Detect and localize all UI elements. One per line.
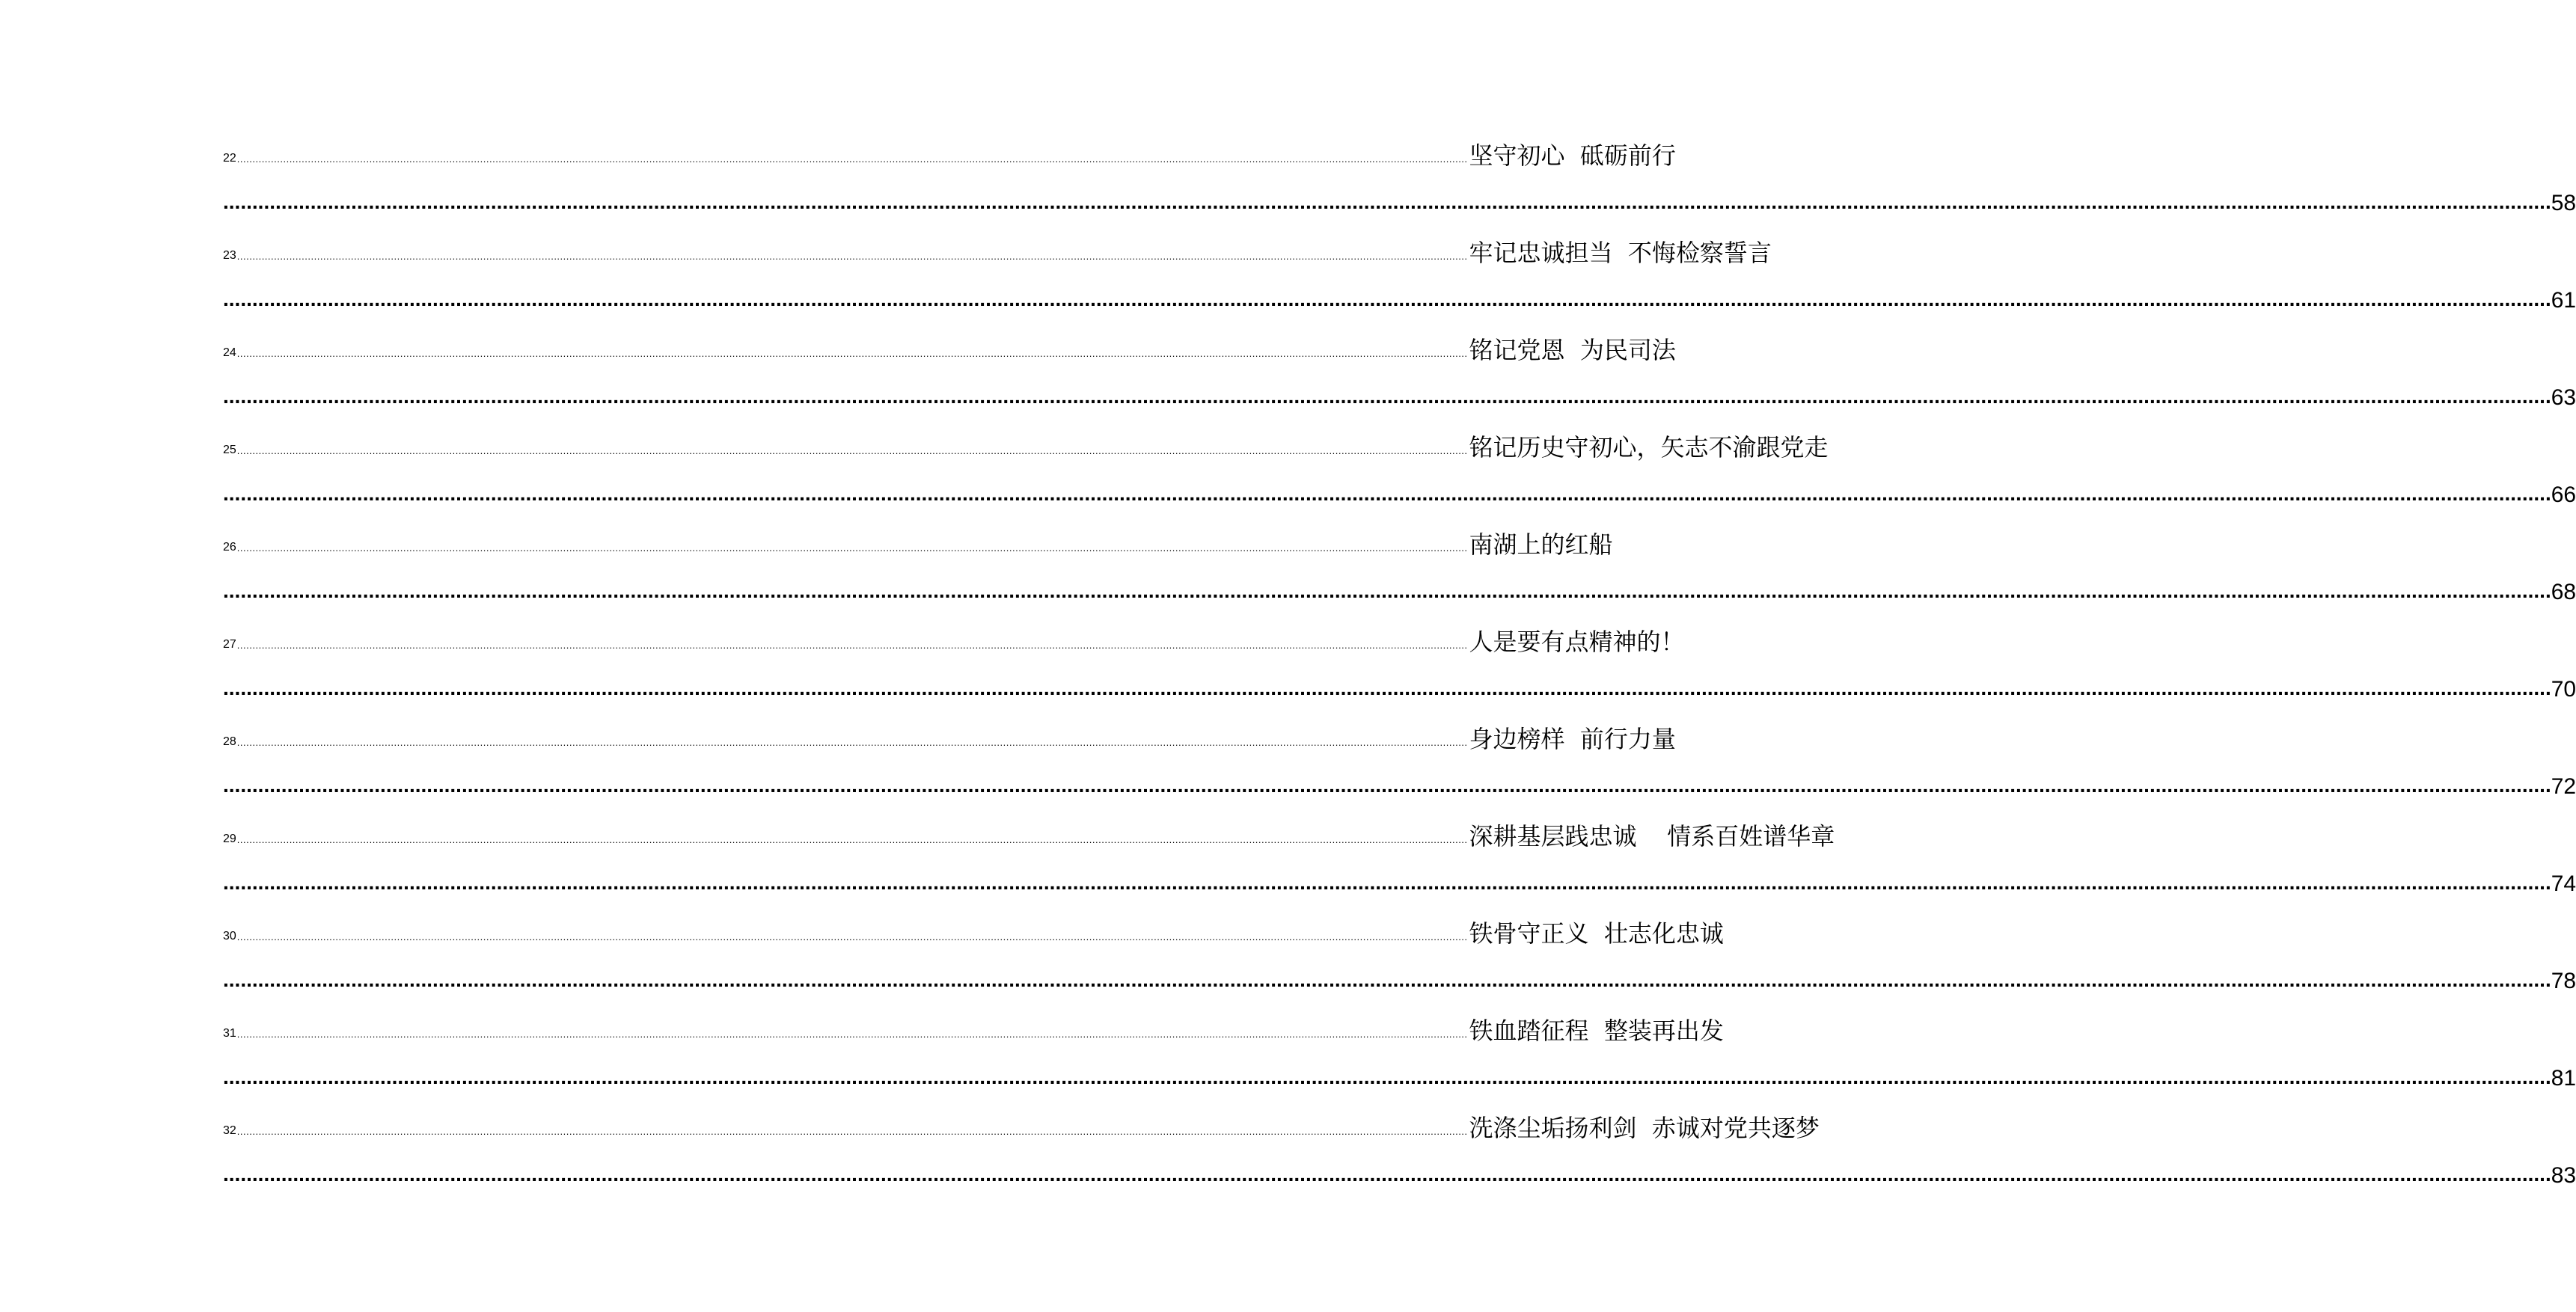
page-number: 72 xyxy=(2551,774,2576,799)
entry-title: 坚守初心 砥砺前行 xyxy=(1469,141,1676,170)
entry-title: 铭记历史守初心，矢志不渝跟党走 xyxy=(1469,433,1829,462)
page-number: 66 xyxy=(2551,482,2576,507)
toc-title-line xyxy=(223,417,1829,462)
dot-leader: ................................................................................................................................................................................................................................................................................................................................................................................................................ xyxy=(236,640,1468,651)
entry-number: 28 xyxy=(223,735,236,748)
toc-entry[interactable] xyxy=(223,806,2576,904)
dot-leader: ................................................................................................................................................................................................................................................................................................................................................................................................................ xyxy=(223,384,2551,408)
toc-title-line xyxy=(223,904,1724,948)
entry-title: 洗涤尘垢扬利剑 赤诚对党共逐梦 xyxy=(1469,1114,1820,1142)
page-number: 68 xyxy=(2551,580,2576,604)
toc-page-line xyxy=(223,1146,2576,1191)
page-number: 70 xyxy=(2551,677,2576,702)
entry-number: 29 xyxy=(223,833,236,845)
dot-leader: ................................................................................................................................................................................................................................................................................................................................................................................................................ xyxy=(223,871,2551,894)
page-number: 81 xyxy=(2551,1066,2576,1091)
entry-number: 30 xyxy=(223,930,236,942)
toc-page-line xyxy=(223,562,2576,607)
toc-title-line xyxy=(223,709,1676,754)
dot-leader: ................................................................................................................................................................................................................................................................................................................................................................................................................ xyxy=(223,676,2551,699)
toc-page-line xyxy=(223,757,2576,802)
toc-page-line xyxy=(223,660,2576,705)
toc-entry[interactable] xyxy=(223,223,2576,320)
toc-entry[interactable] xyxy=(223,417,2576,515)
toc-entry[interactable] xyxy=(223,320,2576,417)
dot-leader: ................................................................................................................................................................................................................................................................................................................................................................................................................ xyxy=(223,482,2551,505)
entry-title: 人是要有点精神的！ xyxy=(1469,628,1685,656)
dot-leader: ................................................................................................................................................................................................................................................................................................................................................................................................................ xyxy=(223,190,2551,213)
dot-leader: ................................................................................................................................................................................................................................................................................................................................................................................................................ xyxy=(223,1065,2551,1088)
dot-leader: ................................................................................................................................................................................................................................................................................................................................................................................................................ xyxy=(236,931,1468,942)
toc-title-line xyxy=(223,806,1835,851)
dot-leader: ................................................................................................................................................................................................................................................................................................................................................................................................................ xyxy=(236,348,1468,359)
entry-number: 31 xyxy=(223,1027,236,1040)
entry-number: 23 xyxy=(223,249,236,262)
dot-leader: ................................................................................................................................................................................................................................................................................................................................................................................................................ xyxy=(223,773,2551,797)
entry-number: 26 xyxy=(223,541,236,554)
dot-leader: ................................................................................................................................................................................................................................................................................................................................................................................................................ xyxy=(236,834,1468,845)
table-of-contents xyxy=(223,126,2576,1195)
toc-entry[interactable] xyxy=(223,1001,2576,1098)
entry-title: 铭记党恩 为民司法 xyxy=(1469,336,1676,364)
toc-entry[interactable] xyxy=(223,515,2576,612)
entry-number: 32 xyxy=(223,1124,236,1137)
entry-title: 牢记忠诚担当 不悔检察誓言 xyxy=(1469,239,1772,267)
entry-title: 身边榜样 前行力量 xyxy=(1469,725,1676,753)
entry-number: 24 xyxy=(223,346,236,359)
dot-leader: ................................................................................................................................................................................................................................................................................................................................................................................................................ xyxy=(223,287,2551,310)
dot-leader: ................................................................................................................................................................................................................................................................................................................................................................................................................ xyxy=(236,1126,1468,1137)
dot-leader: ................................................................................................................................................................................................................................................................................................................................................................................................................ xyxy=(223,579,2551,602)
toc-title-line xyxy=(223,1098,1820,1143)
dot-leader: ................................................................................................................................................................................................................................................................................................................................................................................................................ xyxy=(223,968,2551,991)
toc-title-line xyxy=(223,126,1676,171)
page-number: 78 xyxy=(2551,969,2576,993)
toc-page-line xyxy=(223,1049,2576,1094)
entry-number: 22 xyxy=(223,152,236,165)
page-number: 61 xyxy=(2551,288,2576,313)
entry-number: 25 xyxy=(223,444,236,456)
toc-title-line xyxy=(223,515,1613,560)
dot-leader: ................................................................................................................................................................................................................................................................................................................................................................................................................ xyxy=(236,251,1468,262)
toc-page-line xyxy=(223,951,2576,996)
dot-leader: ................................................................................................................................................................................................................................................................................................................................................................................................................ xyxy=(236,1029,1468,1040)
toc-page-line xyxy=(223,854,2576,899)
entry-title: 深耕基层践忠诚 情系百姓谱华章 xyxy=(1469,822,1835,850)
toc-title-line xyxy=(223,320,1676,365)
entry-title: 铁血踏征程 整装再出发 xyxy=(1469,1017,1724,1045)
toc-entry[interactable] xyxy=(223,126,2576,223)
page-number: 74 xyxy=(2551,871,2576,896)
toc-page-line xyxy=(223,368,2576,413)
toc-page-line xyxy=(223,271,2576,316)
dot-leader: ................................................................................................................................................................................................................................................................................................................................................................................................................ xyxy=(223,1162,2551,1186)
dot-leader: ................................................................................................................................................................................................................................................................................................................................................................................................................ xyxy=(236,153,1468,165)
entry-title: 南湖上的红船 xyxy=(1469,530,1613,559)
toc-entry[interactable] xyxy=(223,904,2576,1001)
entry-title: 铁骨守正义 壮志化忠诚 xyxy=(1469,919,1724,948)
toc-page-line xyxy=(223,174,2576,218)
toc-title-line xyxy=(223,612,1685,657)
dot-leader: ................................................................................................................................................................................................................................................................................................................................................................................................................ xyxy=(236,542,1468,554)
page-number: 83 xyxy=(2551,1163,2576,1188)
toc-page-line xyxy=(223,465,2576,510)
toc-entry[interactable] xyxy=(223,709,2576,806)
dot-leader: ................................................................................................................................................................................................................................................................................................................................................................................................................ xyxy=(236,445,1468,456)
entry-number: 27 xyxy=(223,638,236,651)
page-number: 58 xyxy=(2551,191,2576,215)
dot-leader: ................................................................................................................................................................................................................................................................................................................................................................................................................ xyxy=(236,737,1468,748)
toc-entry[interactable] xyxy=(223,1098,2576,1195)
toc-title-line xyxy=(223,1001,1724,1046)
toc-entry[interactable] xyxy=(223,612,2576,709)
page-number: 63 xyxy=(2551,385,2576,410)
toc-title-line xyxy=(223,223,1772,268)
